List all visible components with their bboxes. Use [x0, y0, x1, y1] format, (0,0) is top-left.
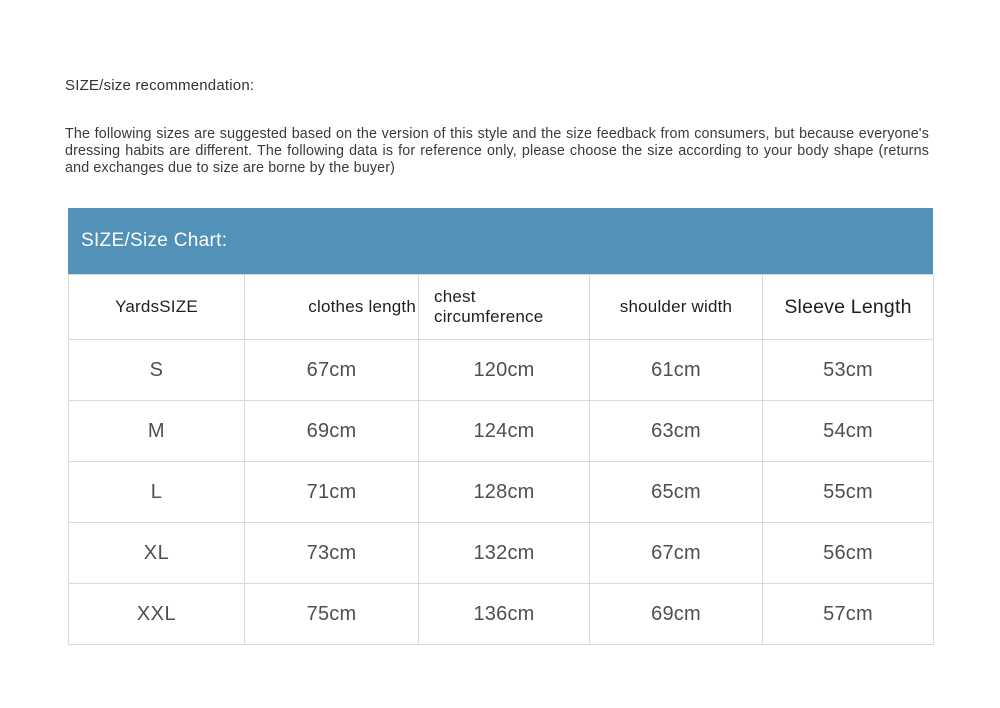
cell-sleeve-length: 53cm — [763, 340, 934, 401]
cell-shoulder-width: 61cm — [590, 340, 763, 401]
cell-shoulder-width: 69cm — [590, 584, 763, 645]
table-header-row — [69, 275, 934, 340]
column-header-chest-circumference: chest circumference — [419, 275, 590, 340]
cell-sleeve-length: 55cm — [763, 462, 934, 523]
table-row-l — [69, 462, 934, 523]
cell-chest-circumference: 132cm — [419, 523, 590, 584]
cell-clothes-length: 71cm — [245, 462, 419, 523]
cell-size: XXL — [69, 584, 245, 645]
column-header-yards-size: YardsSIZE — [69, 275, 245, 340]
cell-shoulder-width: 67cm — [590, 523, 763, 584]
size-chart-banner-title: SIZE/Size Chart: — [81, 230, 228, 251]
cell-clothes-length: 67cm — [245, 340, 419, 401]
cell-size: L — [69, 462, 245, 523]
column-header-sleeve-length: Sleeve Length — [763, 275, 934, 340]
cell-size: M — [69, 401, 245, 462]
cell-clothes-length: 69cm — [245, 401, 419, 462]
cell-chest-circumference: 124cm — [419, 401, 590, 462]
cell-shoulder-width: 65cm — [590, 462, 763, 523]
table-row-s — [69, 340, 934, 401]
cell-sleeve-length: 56cm — [763, 523, 934, 584]
column-header-clothes-length: clothes length — [245, 275, 419, 340]
cell-size: S — [69, 340, 245, 401]
table-row-xl — [69, 523, 934, 584]
size-chart-banner — [68, 208, 933, 274]
cell-sleeve-length: 57cm — [763, 584, 934, 645]
cell-chest-circumference: 128cm — [419, 462, 590, 523]
size-disclaimer-paragraph: The following sizes are suggested based on the version of this style and the size feedback from consumers, but because everyone's dressing habits are different. The following data is for reference only, please choose the size according to your body shape (returns and exchanges due to size are borne by the buyer) — [65, 126, 929, 176]
table-row-xxl — [69, 584, 934, 645]
cell-clothes-length: 73cm — [245, 523, 419, 584]
cell-chest-circumference: 136cm — [419, 584, 590, 645]
cell-sleeve-length: 54cm — [763, 401, 934, 462]
cell-clothes-length: 75cm — [245, 584, 419, 645]
table-row-m — [69, 401, 934, 462]
size-chart-table — [68, 274, 934, 645]
section-title: SIZE/size recommendation: — [65, 77, 255, 94]
cell-chest-circumference: 120cm — [419, 340, 590, 401]
column-header-shoulder-width: shoulder width — [590, 275, 763, 340]
cell-shoulder-width: 63cm — [590, 401, 763, 462]
cell-size: XL — [69, 523, 245, 584]
